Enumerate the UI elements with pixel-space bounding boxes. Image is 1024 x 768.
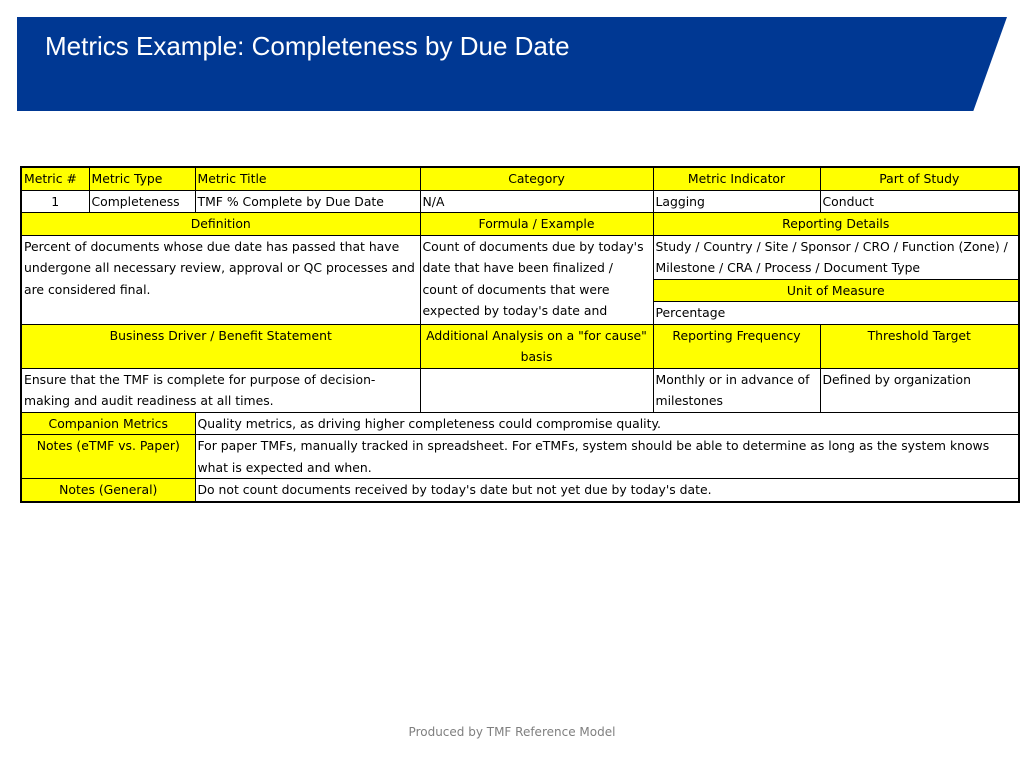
table-row [21, 435, 1019, 479]
formula-value [420, 235, 653, 324]
reporting-frequency-header: Reporting Frequency [653, 324, 820, 368]
table-row [21, 235, 1019, 279]
business-driver-header: Business Driver / Benefit Statement [21, 324, 420, 368]
definition-text: Percent of documents whose due date has passed that have undergone all necessary review, approval or QC processes and are considered final. [24, 238, 415, 297]
slide-title: Metrics Example: Completeness by Due Date [45, 31, 570, 61]
reporting-details-header: Reporting Details [653, 213, 1019, 236]
table-header-row [21, 324, 1019, 368]
metric-title-value: TMF % Complete by Due Date [195, 190, 420, 213]
threshold-target-value: Defined by organization [820, 368, 1019, 412]
metric-indicator-header: Metric Indicator [653, 167, 820, 190]
footer-credit: Produced by TMF Reference Model [408, 725, 616, 739]
companion-metrics-label: Companion Metrics [21, 412, 195, 435]
category-header: Category [420, 167, 653, 190]
metric-indicator-value: Lagging [653, 190, 820, 213]
part-of-study-header: Part of Study [820, 167, 1019, 190]
additional-analysis-header: Additional Analysis on a "for cause" basis [420, 324, 653, 368]
notes-etmf-label: Notes (eTMF vs. Paper) [21, 435, 195, 479]
metric-type-value: Completeness [89, 190, 195, 213]
threshold-target-header: Threshold Target [820, 324, 1019, 368]
unit-of-measure-value: Percentage [653, 302, 1019, 325]
business-driver-value: Ensure that the TMF is complete for purpose of decision-making and audit readiness at all times. [21, 368, 420, 412]
table-row [21, 190, 1019, 213]
table-header-row [21, 167, 1019, 190]
table-row [21, 412, 1019, 435]
notes-etmf-value: For paper TMFs, manually tracked in spreadsheet. For eTMFs, system should be able to determine as long as the system knows what is expected and when. [195, 435, 1019, 479]
formula-text: Count of documents due by today's date that have been finalized / count of documents that were expected by today's date and [422, 238, 644, 318]
companion-metrics-value: Quality metrics, as driving higher completeness could compromise quality. [195, 412, 1019, 435]
metric-type-header: Metric Type [89, 167, 195, 190]
additional-analysis-value [420, 368, 653, 412]
table-row [21, 479, 1019, 502]
metric-title-header: Metric Title [195, 167, 420, 190]
formula-header: Formula / Example [420, 213, 653, 236]
notes-general-label: Notes (General) [21, 479, 195, 502]
notes-general-value: Do not count documents received by today's date but not yet due by today's date. [195, 479, 1019, 502]
definition-value [21, 235, 420, 324]
metric-number-header: Metric # [21, 167, 89, 190]
definition-header: Definition [21, 213, 420, 236]
table-row [21, 368, 1019, 412]
reporting-frequency-value: Monthly or in advance of milestones [653, 368, 820, 412]
part-of-study-value: Conduct [820, 190, 1019, 213]
metric-table [20, 166, 1020, 503]
metric-number-value: 1 [21, 190, 89, 213]
category-value: N/A [420, 190, 653, 213]
table-header-row [21, 213, 1019, 236]
reporting-details-value: Study / Country / Site / Sponsor / CRO / Function (Zone) / Milestone / CRA / Process / Document Type [653, 235, 1019, 279]
unit-of-measure-header: Unit of Measure [653, 279, 1019, 302]
